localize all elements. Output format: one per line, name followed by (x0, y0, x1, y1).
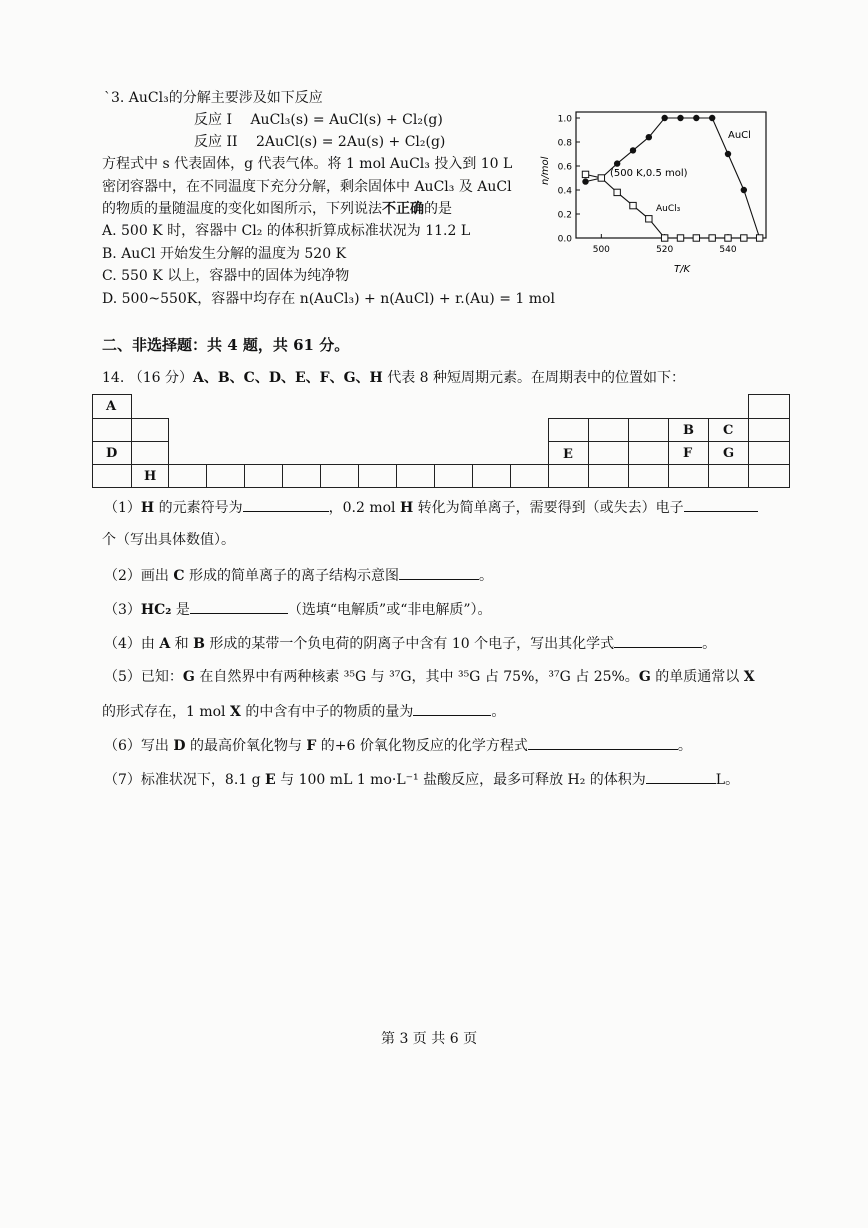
chart-point-aucl3 (614, 189, 620, 195)
part-text: 。 (478, 568, 493, 584)
part-number: （6）写出 (104, 738, 174, 754)
q13-stem-line4-pre: 的物质的量随温度的变化如图所示，下列说法 (102, 201, 382, 217)
answer-blank[interactable] (413, 701, 491, 716)
pt-cell (748, 464, 790, 488)
pt-label-H: H (144, 469, 157, 484)
q14-stem-pre: 14. （16 分） (102, 370, 193, 386)
q13-reaction2-label: 反应 II (194, 134, 238, 150)
q13-option-a: A. 500 K 时，容器中 Cl₂ 的体积折算成标准状况为 11.2 L (102, 223, 471, 239)
answer-blank[interactable] (684, 497, 758, 512)
q14-part4 (104, 633, 716, 654)
pt-cell (92, 418, 132, 442)
pt-cell-E (548, 441, 589, 465)
pt-cell-D (92, 441, 132, 465)
pt-label-C: C (723, 423, 734, 438)
part-text: 。 (702, 636, 717, 652)
chart-point-aucl (646, 134, 652, 140)
chart-point-aucl3 (725, 235, 731, 241)
chart-point-aucl (741, 187, 747, 193)
q14-part6 (104, 735, 692, 756)
q13-stem-line3: 密闭容器中，在不同温度下充分分解，剩余固体中 AuCl₃ 及 AuCl (102, 179, 512, 195)
q14-stem-post: 代表 8 种短周期元素。在周期表中的位置如下： (382, 370, 686, 386)
q14-part2 (104, 565, 493, 586)
element-ref: C (173, 568, 185, 584)
pt-label-E: E (563, 447, 573, 462)
q14-part1 (104, 497, 758, 518)
q13-reaction1 (194, 110, 443, 130)
part-text: ，0.2 mol (328, 500, 400, 516)
element-ref: A (159, 636, 171, 652)
part-text: 是 (171, 602, 190, 618)
chart-annotation: (500 K,0.5 mol) (610, 168, 688, 179)
q13-option-c: C. 550 K 以上，容器中的固体为纯净物 (102, 268, 350, 284)
chart-x-tick-label: 500 (592, 245, 610, 255)
element-ref: F (306, 738, 317, 754)
formula-ref: HC₂ (140, 602, 172, 618)
element-ref: E (265, 772, 276, 788)
part-text: 的+6 价氧化物反应的化学方程式 (316, 738, 528, 754)
part-number: （5）已知： (104, 669, 183, 685)
q13-stem-emphasis: 不正确 (382, 201, 424, 217)
q13-option-d: D. 500~550K，容器中均存在 n(AuCl₃) + n(AuCl) + r.(Au) = 1 mol (102, 291, 555, 307)
q14-part5-cont (102, 701, 505, 722)
element-ref: H (140, 500, 155, 516)
answer-blank[interactable] (614, 633, 702, 648)
chart-point-aucl3 (756, 235, 762, 241)
section2-title: 二、非选择题：共 4 题，共 61 分。 (102, 336, 350, 354)
answer-blank[interactable] (399, 565, 479, 580)
pt-label-G: G (723, 446, 735, 461)
answer-blank[interactable] (528, 735, 678, 750)
pt-cell (131, 418, 169, 442)
pt-cell (548, 464, 589, 488)
pt-cell-G (708, 441, 749, 465)
q13-stem-line4-post: 的是 (424, 201, 452, 217)
chart-point-aucl3 (630, 202, 636, 208)
pt-cell (472, 464, 511, 488)
pt-cell (92, 464, 132, 488)
element-ref: G (182, 669, 195, 685)
chart-point-aucl (661, 115, 667, 121)
chart-ylabel: n/mol (540, 156, 551, 185)
part-text: L。 (715, 772, 740, 788)
pt-cell (131, 441, 169, 465)
page-number: 第 3 页 共 6 页 (381, 1031, 478, 1047)
chart-point-aucl (582, 178, 588, 184)
pt-cell (320, 464, 359, 488)
chart-x-tick-label: 520 (656, 245, 674, 255)
chart-xlabel: T/K (674, 264, 691, 275)
chart-point-aucl3 (709, 235, 715, 241)
element-ref: D (173, 738, 186, 754)
pt-cell (396, 464, 435, 488)
answer-blank[interactable] (190, 599, 288, 614)
q14-part7 (104, 769, 739, 790)
element-ref: X (743, 669, 755, 685)
chart-point-aucl3 (661, 235, 667, 241)
q13-reaction1-label: 反应 I (194, 112, 232, 128)
chart-point-aucl3 (741, 235, 747, 241)
part-text: 。 (677, 738, 692, 754)
q13-chart (530, 100, 790, 285)
part-text: 形成的简单离子的离子结构示意图 (184, 568, 399, 584)
q14-stem (102, 368, 685, 388)
answer-blank[interactable] (243, 497, 329, 512)
q13-reaction1-eq: AuCl₃(s) = AuCl(s) + Cl₂(g) (250, 112, 443, 128)
pt-cell (244, 464, 283, 488)
q13-option-b: B. AuCl 开始发生分解的温度为 520 K (102, 246, 347, 262)
chart-series-label-aucl3: AuCl₃ (656, 204, 681, 214)
pt-label-F: F (683, 446, 693, 461)
chart-y-tick-label: 0.8 (557, 138, 572, 149)
q14-part5 (104, 667, 755, 687)
q13-reaction2-eq: 2AuCl(s) = 2Au(s) + Cl₂(g) (255, 134, 446, 150)
element-ref: B (193, 636, 205, 652)
chart-point-aucl3 (646, 216, 652, 222)
pt-cell (168, 464, 207, 488)
pt-cell (510, 464, 549, 488)
part-number: （2）画出 (104, 568, 174, 584)
part-text: 与 100 mL 1 mo·L⁻¹ 盐酸反应，最多可释放 H₂ 的体积为 (275, 772, 646, 788)
part-number: （3） (104, 602, 141, 618)
chart-series-label-aucl: AuCl (728, 130, 751, 141)
pt-cell (588, 418, 629, 442)
part-text: 形成的某带一个负电荷的阴离子中含有 10 个电子，写出其化学式 (204, 636, 615, 652)
pt-label-A: A (106, 399, 117, 414)
chart-point-aucl (725, 151, 731, 157)
chart-point-aucl (630, 147, 636, 153)
part-number: （7）标准状况下，8.1 g (104, 772, 266, 788)
pt-cell (708, 464, 749, 488)
pt-label-B: B (683, 423, 694, 438)
element-ref: G (638, 669, 651, 685)
chart-point-aucl3 (693, 235, 699, 241)
pt-cell (628, 464, 669, 488)
element-ref: H (399, 500, 414, 516)
pt-cell (748, 441, 790, 465)
pt-cell (548, 418, 589, 442)
part-text: 的形式存在，1 mol (102, 704, 230, 720)
part-number: （4）由 (104, 636, 160, 652)
pt-cell-B (668, 418, 709, 442)
pt-cell-H (131, 464, 169, 488)
pt-cell (206, 464, 245, 488)
pt-cell (282, 464, 321, 488)
chart-point-aucl3 (598, 175, 604, 181)
part-number: （1） (104, 500, 141, 516)
q13-stem-line2: 方程式中 s 代表固体，g 代表气体。将 1 mol AuCl₃ 投入到 10 L (102, 156, 513, 172)
q13-stem-line1: `3. AuCl₃的分解主要涉及如下反应 (104, 90, 323, 106)
pt-cell (748, 418, 790, 442)
chart-point-aucl3 (677, 235, 683, 241)
q14-element-list: A、B、C、D、E、F、G、H (192, 370, 383, 386)
chart-y-tick-label: 0.0 (557, 234, 572, 245)
pt-cell (668, 464, 709, 488)
chart-point-aucl (709, 115, 715, 121)
part-text: 和 (170, 636, 194, 652)
chart-y-tick-label: 0.2 (557, 210, 572, 221)
part-text: 。 (491, 704, 506, 720)
part-text: 转化为简单离子，需要得到（或失去）电子 (413, 500, 684, 516)
pt-cell (588, 464, 629, 488)
chart-point-aucl3 (582, 171, 588, 177)
part-text: （选填“电解质”或“非电解质”）。 (287, 602, 492, 618)
chart-y-tick-label: 0.6 (557, 162, 572, 173)
pt-cell (434, 464, 473, 488)
chart-point-aucl (614, 160, 620, 166)
chart-point-aucl (693, 115, 699, 121)
part-text: 在自然界中有两种核素 ³⁵G 与 ³⁷G，其中 ³⁵G 占 75%，³⁷G 占 25%。 (194, 669, 639, 685)
pt-label-D: D (106, 446, 118, 461)
part-text: 的中含有中子的物质的量为 (240, 704, 414, 720)
q14-part1-cont: 个（写出具体数值）。 (102, 532, 235, 548)
pt-cell-F (668, 441, 709, 465)
part-text: 的元素符号为 (154, 500, 243, 516)
pt-cell (628, 441, 669, 465)
q13-reaction2 (194, 132, 445, 152)
pt-cell (588, 441, 629, 465)
answer-blank[interactable] (646, 769, 716, 784)
pt-cell (628, 418, 669, 442)
part-text: 的最高价氧化物与 (185, 738, 307, 754)
chart-y-tick-label: 0.4 (557, 186, 572, 197)
chart-point-aucl (677, 115, 683, 121)
pt-cell (358, 464, 397, 488)
element-ref: X (230, 704, 241, 720)
part-text: 的单质通常以 (650, 669, 744, 685)
pt-cell-C (708, 418, 749, 442)
chart-y-tick-label: 1.0 (557, 114, 572, 125)
pt-cell (748, 394, 790, 419)
q13-stem-line4 (102, 199, 452, 219)
q14-part3 (104, 599, 492, 620)
chart-x-tick-label: 540 (719, 245, 737, 255)
pt-cell-A (92, 394, 132, 419)
